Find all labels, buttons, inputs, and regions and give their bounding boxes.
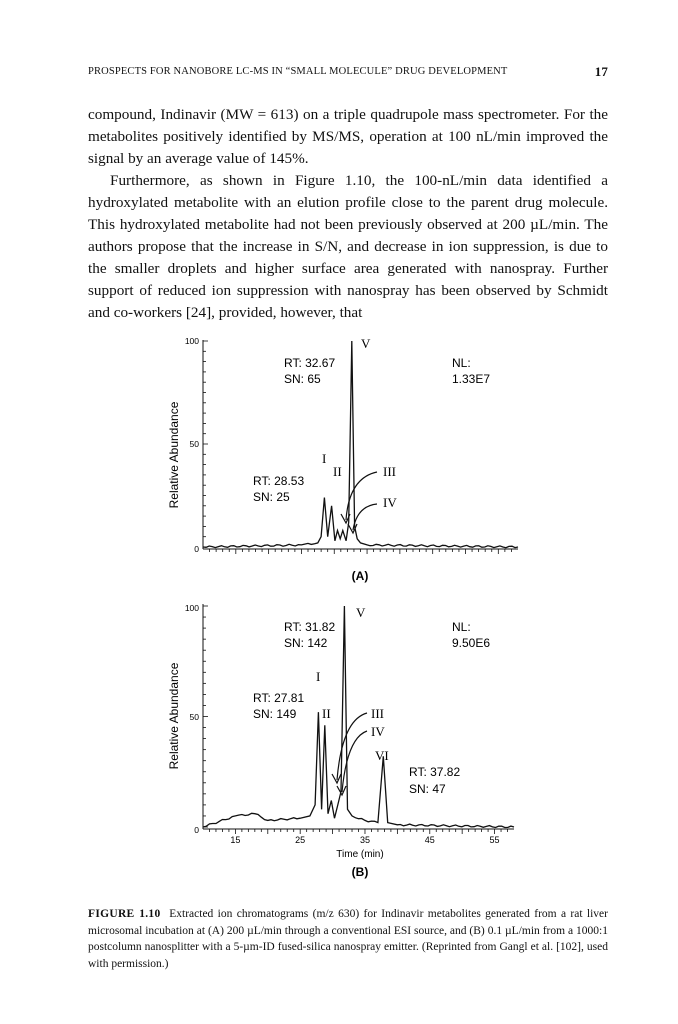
panel-a-tick-50: 50 <box>189 439 199 449</box>
panel-a-sn-second: SN: 25 <box>253 490 290 504</box>
x-tick-label: 35 <box>359 835 370 845</box>
panel-b-peak-label-i: I <box>316 669 321 684</box>
panel-b-rt-second: RT: 27.81 <box>253 691 305 705</box>
panel-a-peak-label-v: V <box>361 336 371 351</box>
caption-text: Extracted ion chromatograms (m/z 630) for Indinavir metabolites generated from a rat liver microsomal incubation at (A) 200 µL/min through a conventional ESI source, and (B) 0.1 µL/min from a 1000:1 postcolumn nanosplitter with a 5-µm-ID fused-silica nanospray emitter. (Reprinted from Gangl et al. [102], used with permission.) <box>88 908 608 970</box>
panel-b-arrowhead-iii <box>332 774 341 783</box>
panel-a-peak-label-i: I <box>322 451 327 466</box>
x-axis-label: Time (min) <box>336 849 384 860</box>
panel-b-label: (B) <box>351 865 369 879</box>
x-tick-label: 45 <box>424 835 435 845</box>
panel-b-peak-label-vi: VI <box>375 748 389 763</box>
panel-a-peak-label-iv: IV <box>383 495 397 510</box>
page-number: 17 <box>594 64 608 79</box>
panel-a-tick-100: 100 <box>184 336 199 346</box>
panel-b-peak-label-v: V <box>356 605 366 620</box>
panel-b-peak-label-iv: IV <box>371 724 385 739</box>
figure-caption <box>88 906 608 972</box>
panel-b-x-minor-ticks <box>209 829 507 834</box>
panel-a-rt-main: RT: 32.67 <box>284 356 336 370</box>
panel-b-sn-third: SN: 47 <box>409 782 446 796</box>
panel-b-tick-50: 50 <box>189 712 199 722</box>
y-axis-label-b: Relative Abundance <box>167 662 181 770</box>
running-title: PROSPECTS FOR NANOBORE LC-MS IN “SMALL MOLECULE” DRUG DEVELOPMENT <box>88 66 508 77</box>
panel-a-nl-label: NL: <box>452 356 471 370</box>
panel-b-sn-second: SN: 149 <box>253 707 297 721</box>
panel-b-y-minor-ticks <box>203 606 208 827</box>
panel-b-arrow-iv <box>342 731 367 792</box>
panel-a-y-minor-ticks <box>203 341 208 547</box>
figure-1-10 <box>0 330 678 890</box>
panel-b-peak-label-iii: III <box>371 706 384 721</box>
y-axis-label-a: Relative Abundance <box>167 401 181 509</box>
panel-a-arrow-iii <box>346 472 377 520</box>
panel-a-tick-0: 0 <box>194 544 199 554</box>
panel-b-arrows <box>332 713 367 795</box>
caption-label: FIGURE 1.10 <box>88 908 161 920</box>
paragraph-2: Furthermore, as shown in Figure 1.10, the 100-nL/min data identified a hydroxylated metabolite with an elution profile close to the parent drug molecule. This hydroxylated metabolite had not been previously observed at 200 µL/min. The authors propose that the increase in S/N, and decrease in ion suppression, is due to the smaller droplets and higher surface area generated with nanospray. Further support of reduced ion suppression with nanospray has been observed by Schmidt and co-workers [24], provided, however, that <box>88 172 608 321</box>
panel-b-rt-third: RT: 37.82 <box>409 765 461 779</box>
panel-a-x-minor-ticks <box>210 549 512 554</box>
panel-b-nl-label: NL: <box>452 620 471 634</box>
panel-b-nl-value: 9.50E6 <box>452 636 491 650</box>
x-tick-label: 25 <box>295 835 306 845</box>
panel-a-rt-second: RT: 28.53 <box>253 474 305 488</box>
panel-b-rt-main: RT: 31.82 <box>284 620 336 634</box>
panel-a-nl-value: 1.33E7 <box>452 372 491 386</box>
panel-a-label: (A) <box>351 569 369 583</box>
panel-b-peak-label-ii: II <box>322 706 331 721</box>
panel-a-peak-label-ii: II <box>333 464 342 479</box>
panel-a-sn-main: SN: 65 <box>284 372 321 386</box>
panel-b-tick-100: 100 <box>184 603 199 613</box>
panel-b-x-tick-labels <box>230 835 499 845</box>
x-tick-label: 15 <box>230 835 241 845</box>
panel-a-arrows <box>341 472 377 533</box>
panel-b-sn-main: SN: 142 <box>284 636 328 650</box>
body-text <box>88 104 608 324</box>
panel-b-tick-0: 0 <box>194 825 199 835</box>
paragraph-1: compound, Indinavir (MW = 613) on a triple quadrupole mass spectrometer. For the metabolites positively identified by MS/MS, operation at 100 nL/min improved the signal by an average value of 145%. <box>88 106 608 167</box>
x-tick-label: 55 <box>489 835 500 845</box>
panel-a-peak-label-iii: III <box>383 464 396 479</box>
